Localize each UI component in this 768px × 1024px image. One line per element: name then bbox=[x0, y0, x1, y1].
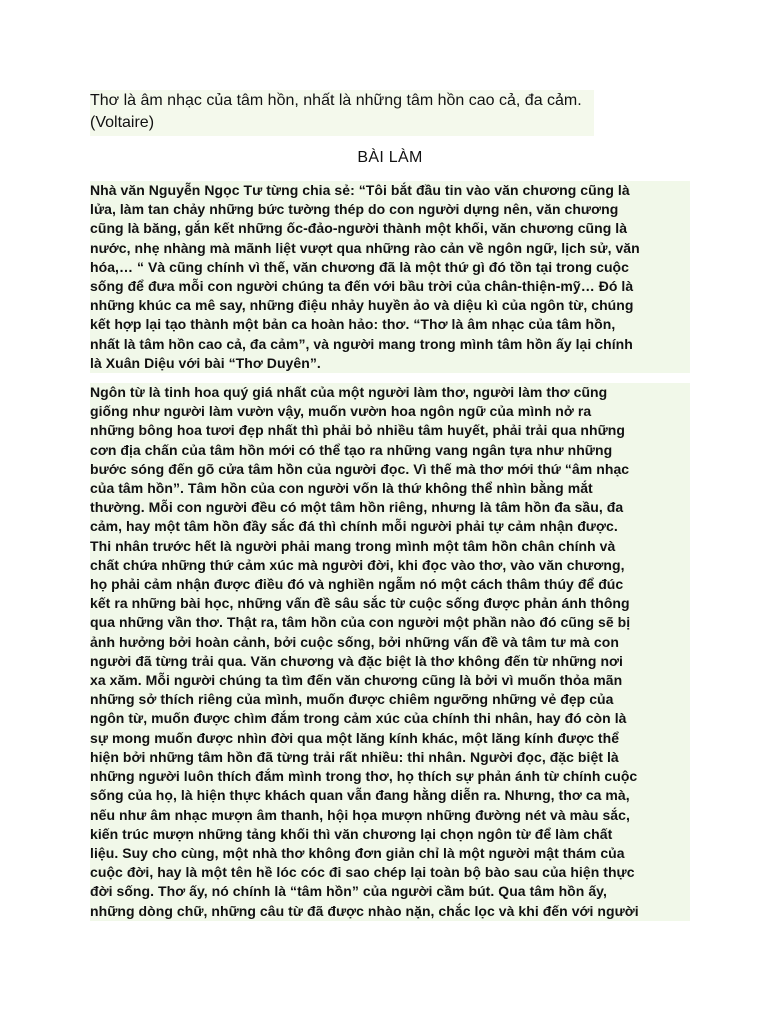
quote-author: (Voltaire) bbox=[90, 114, 155, 131]
text-line: những khúc ca mê say, những điệu nhảy huyền ảo và diệu kì của ngôn từ, chúng bbox=[90, 297, 634, 314]
text-line: sống để đưa mỗi con người chúng ta đến với bầu trời của chân-thiện-mỹ… Đó là bbox=[90, 278, 634, 295]
text-line: những dòng chữ, những câu từ đã được nhào nặn, chắc lọc và khi đến với người bbox=[90, 902, 639, 919]
text-line: nhất là tâm hồn cao cả, đa cảm”, và người mang trong mình tâm hồn ấy lại chính bbox=[90, 335, 633, 352]
text-line: qua những vần thơ. Thật ra, tâm hồn của con người một phần nào đó cũng sẽ bị bbox=[90, 614, 631, 631]
text-line: Thi nhân trước hết là người phải mang trong mình một tâm hồn chân chính và bbox=[90, 537, 616, 554]
text-line: ngôn từ, muốn được chìm đắm trong cảm xúc của chính thi nhân, hay đó còn là bbox=[90, 710, 627, 727]
text-line: sống của họ, là hiện thực khách quan vẫn đang hằng diễn ra. Nhưng, thơ ca mà, bbox=[90, 787, 630, 804]
paragraph-intro bbox=[90, 181, 690, 373]
text-line: kết ra những bài học, những vấn đề sâu sắc từ cuộc sống được phản ánh thông bbox=[90, 595, 630, 612]
text-line: Ngôn từ là tinh hoa quý giá nhất của một người làm thơ, người làm thơ cũng bbox=[90, 384, 608, 401]
text-line: cảm, hay một tâm hồn đầy sắc đá thì chính mỗi người phải tự cảm nhận được. bbox=[90, 518, 618, 535]
text-line: sự mong muốn được nhìn đời qua một lăng kính khác, một lăng kính được thể bbox=[90, 729, 620, 746]
text-line: cũng là băng, gắn kết những ốc-đảo-người thành một khối, văn chương cũng là bbox=[90, 220, 628, 237]
text-line: bước sóng đến gõ cửa tâm hồn của người đọc. Vì thế mà thơ mới thứ “âm nhạc bbox=[90, 460, 630, 477]
text-line: những sở thích riêng của mình, muốn được chiêm ngưỡng những vẻ đẹp của bbox=[90, 691, 614, 708]
text-line: liệu. Suy cho cùng, một nhà thơ không đơn giản chỉ là một người mật thám của bbox=[90, 844, 625, 861]
text-line: họ phải cảm nhận được điều đó và nghiền ngẫm nó một cách thâm thúy để đúc bbox=[90, 576, 624, 593]
text-line: hiện bởi những tâm hồn đã từng trải rất nhiều: thi nhân. Người đọc, đặc biệt là bbox=[90, 748, 619, 765]
text-line: lửa, làm tan chảy những bức tường thép do con người dựng nên, văn chương bbox=[90, 201, 619, 218]
text-line: những bông hoa tươi đẹp nhất thì phải bỏ nhiều tâm huyết, phải trải qua những bbox=[90, 422, 625, 439]
text-line: kiến trúc mượn những tảng khối thì văn chương lại chọn ngôn từ để làm chất bbox=[90, 825, 613, 842]
text-line: là Xuân Diệu với bài “Thơ Duyên”. bbox=[90, 354, 321, 371]
text-line: những người luôn thích đắm mình trong thơ, họ thích sự phản ánh từ chính cuộc bbox=[90, 768, 638, 785]
quote-text: Thơ là âm nhạc của tâm hồn, nhất là những tâm hồn cao cả, đa cảm. bbox=[90, 92, 582, 109]
text-line: thường. Mỗi con người đều có một tâm hồn riêng, nhưng là tâm hồn đa sầu, đa bbox=[90, 499, 624, 516]
text-line: nếu như âm nhạc mượn âm thanh, hội họa mượn những đường nét và màu sắc, bbox=[90, 806, 630, 823]
section-heading: BÀI LÀM bbox=[357, 149, 423, 166]
epigraph-quote bbox=[90, 90, 594, 136]
text-line: chất chứa những thứ cảm xúc mà người đời, khi đọc vào thơ, vào văn chương, bbox=[90, 556, 625, 573]
text-line: đời sống. Thơ ấy, nó chính là “tâm hồn” của người cầm bút. Qua tâm hồn ấy, bbox=[90, 883, 607, 900]
text-line: cuộc đời, hay là một tên hề lóc cóc đi sao chép lại toàn bộ bào sau của hiện thực bbox=[90, 864, 635, 881]
text-line: Nhà văn Nguyễn Ngọc Tư từng chia sẻ: “Tôi bắt đầu tin vào văn chương cũng là bbox=[90, 182, 630, 198]
text-line: kết hợp lại tạo thành một bản ca hoàn hảo: thơ. “Thơ là âm nhạc của tâm hồn, bbox=[90, 316, 616, 333]
document-page bbox=[90, 90, 690, 931]
text-line: xa xăm. Mỗi người chúng ta tìm đến văn chương cũng là bởi vì muốn thỏa mãn bbox=[90, 672, 623, 689]
text-line: của tâm hồn”. Tâm hồn của con người vốn là thứ không thể nhìn bằng mắt bbox=[90, 480, 593, 497]
text-line: nước, nhẹ nhàng mà mãnh liệt vượt qua những rào cản về ngôn ngữ, lịch sử, văn bbox=[90, 239, 640, 256]
text-line: hóa,… “ Và cũng chính vì thế, văn chương đã là một thứ gì đó tồn tại trong cuộc bbox=[90, 258, 629, 275]
paragraph-body bbox=[90, 383, 690, 921]
text-line: cơn địa chấn của tâm hồn mới có thể tạo ra những vang ngân tựa như những bbox=[90, 441, 613, 458]
text-line: người đã từng trải qua. Văn chương và đặc biệt là thơ không đến từ những nơi bbox=[90, 652, 623, 669]
text-line: ảnh hưởng bởi hoàn cảnh, bởi cuộc sống, bởi những vấn đề và tâm tư mà con bbox=[90, 633, 619, 650]
text-line: giống như người làm vườn vậy, muốn vườn hoa ngôn ngữ của mình nở ra bbox=[90, 403, 592, 420]
